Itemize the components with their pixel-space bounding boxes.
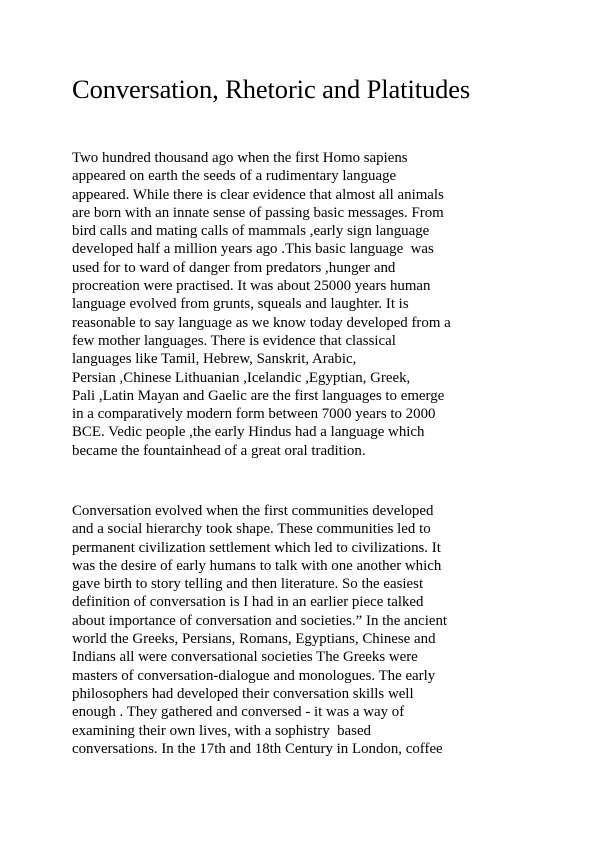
text-line: gave birth to story telling and then literature. So the easiest xyxy=(72,576,424,593)
text-line: appeared. While there is clear evidence that almost all animals xyxy=(72,186,444,203)
text-line: philosophers had developed their conversation skills well xyxy=(72,685,414,702)
text-line: Indians all were conversational societies The Greeks were xyxy=(72,649,418,666)
text-line: bird calls and mating calls of mammals ,early sign language xyxy=(72,223,430,240)
text-line: was the desire of early humans to talk with one another which xyxy=(72,557,442,574)
text-line: about importance of conversation and societies.” In the ancient xyxy=(72,612,448,629)
text-line: few mother languages. There is evidence that classical xyxy=(72,332,396,349)
text-line: procreation were practised. It was about 25000 years human xyxy=(72,278,431,295)
text-line: conversations. In the 17th and 18th Century in London, coffee xyxy=(72,740,443,757)
document-title: Conversation, Rhetoric and Platitudes xyxy=(72,74,471,104)
text-line: reasonable to say language as we know today developed from a xyxy=(72,314,451,331)
text-line: masters of conversation-dialogue and monologues. The early xyxy=(72,667,436,684)
text-line: Persian ,Chinese Lithuanian ,Icelandic ,Egyptian, Greek, xyxy=(72,369,411,386)
text-line: Conversation evolved when the first communities developed xyxy=(72,503,434,519)
text-line: and a social hierarchy took shape. These communities led to xyxy=(72,521,431,538)
text-line: world the Greeks, Persians, Romans, Egyptians, Chinese and xyxy=(72,631,436,648)
text-line: developed half a million years ago .This basic language was xyxy=(72,241,434,258)
text-line: BCE. Vedic people ,the early Hindus had a language which xyxy=(72,424,425,441)
text-line: language evolved from grunts, squeals and laughter. It is xyxy=(72,296,409,313)
text-line: Pali ,Latin Mayan and Gaelic are the first languages to emerge xyxy=(72,387,445,404)
text-line: enough . They gathered and conversed - it was a way of xyxy=(72,704,405,721)
paragraph-1 xyxy=(72,149,451,460)
text-line: languages like Tamil, Hebrew, Sanskrit, Arabic, xyxy=(72,351,357,368)
text-line: appeared on earth the seeds of a rudimentary language xyxy=(72,168,397,185)
text-line: in a comparatively modern form between 7000 years to 2000 xyxy=(72,406,436,423)
text-line: became the fountainhead of a great oral tradition. xyxy=(72,442,366,459)
text-line: are born with an innate sense of passing basic messages. From xyxy=(72,204,444,221)
text-line: definition of conversation is I had in an earlier piece talked xyxy=(72,594,424,611)
text-line: examining their own lives, with a sophistry based xyxy=(72,722,372,739)
paragraph-2 xyxy=(72,502,447,758)
text-line: permanent civilization settlement which led to civilizations. It xyxy=(72,539,441,556)
text-line: Two hundred thousand ago when the first Homo sapiens xyxy=(72,150,408,166)
text-line: used for to ward of danger from predators ,hunger and xyxy=(72,259,396,276)
